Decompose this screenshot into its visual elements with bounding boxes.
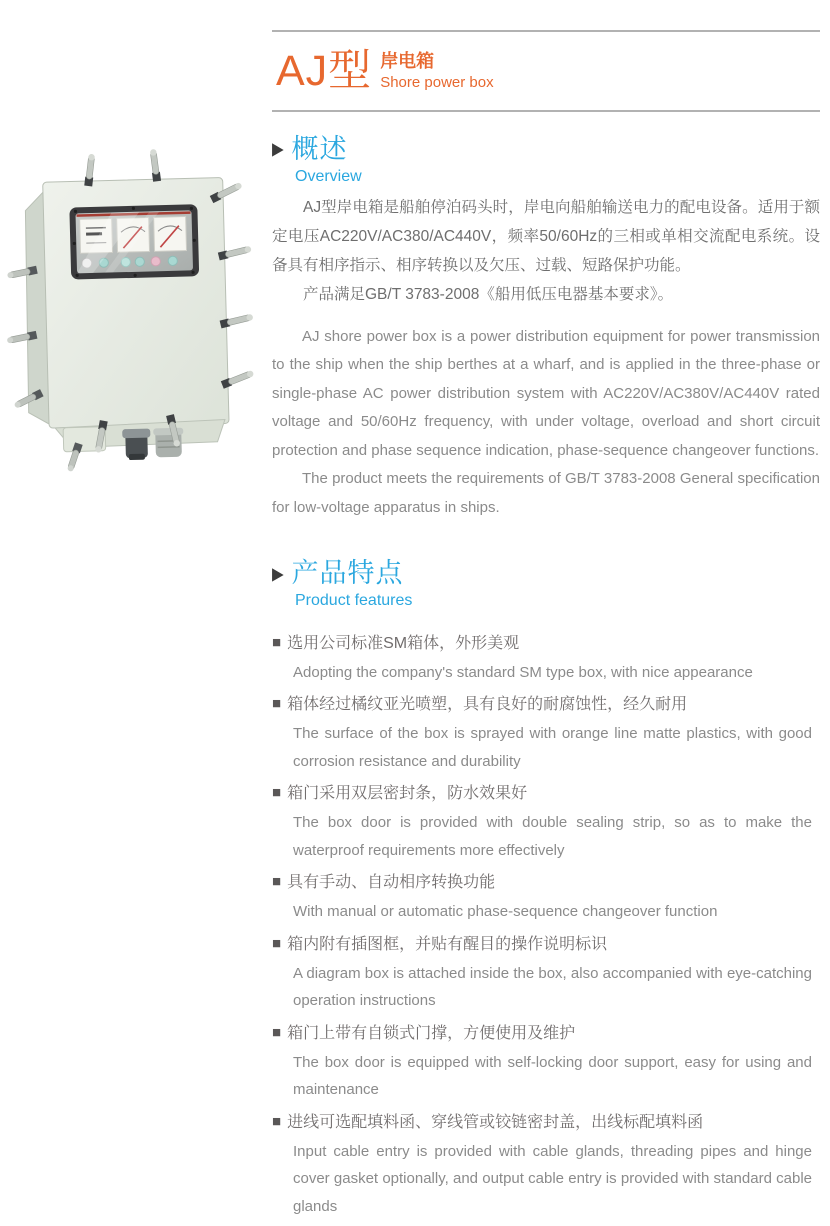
feature-title-zh [272, 631, 820, 657]
feature-description-en: The box door is provided with double sealing strip, so as to make the waterproof requirements more effectively [293, 809, 812, 864]
feature-item [272, 781, 820, 864]
bullet-square-icon: ■ [272, 869, 281, 895]
product-name-zh: 岸电箱 [380, 51, 493, 73]
feature-title-text: 箱门上带有自锁式门撑，方便使用及维护 [287, 1021, 575, 1047]
feature-item [272, 1021, 820, 1104]
cable-gland-dark [122, 429, 151, 461]
features-heading-zh: 产品特点 [292, 559, 404, 589]
feature-item [272, 1110, 820, 1221]
analog-meter [154, 217, 187, 252]
overview-paragraph-zh: AJ型岸电箱是船舶停泊码头时，岸电向船舶输送电力的配电设备。适用于额定电压AC220V/AC380/AC440V，频率50/60Hz的三相或单相交流配电系统。设备具有相序指示、相序转换以及欠压、过载、短路保护功能。 [272, 193, 820, 280]
title-divider [272, 110, 820, 112]
overview-heading [272, 135, 820, 165]
top-divider [272, 30, 820, 32]
meter-panel [69, 204, 199, 279]
feature-description-en: The box door is equipped with self-locking door support, easy for using and maintenance [293, 1049, 812, 1104]
overview-paragraph-en: AJ shore power box is a power distribution equipment for power transmission to the ship when the ship berthes at a wharf, and is applied in the three-phase or single-phase AC power distribution system with AC220V/AC380V/AC440V rated voltage and 50/60Hz frequency, with under voltage, overload and short circuit protection and phase sequence indication, phase-sequence changeover functions. [272, 323, 820, 466]
overview-text-en [272, 323, 820, 523]
feature-title-zh [272, 1110, 820, 1136]
section-arrow-icon: ▶ [272, 141, 284, 158]
feature-title-zh [272, 932, 820, 958]
bullet-square-icon: ■ [272, 691, 281, 717]
overview-text-zh [272, 193, 820, 309]
product-photo [10, 148, 250, 463]
overview-paragraph-zh: 产品满足GB/T 3783-2008《船用低压电器基本要求》。 [272, 280, 820, 309]
feature-list [272, 631, 820, 1221]
feature-item [272, 631, 820, 687]
bullet-square-icon: ■ [272, 931, 281, 957]
overview-heading-zh: 概述 [292, 135, 348, 165]
bullet-square-icon: ■ [272, 630, 281, 656]
overview-section [272, 135, 820, 522]
overview-heading-en: Overview [295, 168, 820, 186]
content-column [272, 0, 820, 1226]
section-arrow-icon: ▶ [272, 565, 284, 582]
feature-description-en: A diagram box is attached inside the box, also accompanied with eye-catching operation instructions [293, 960, 812, 1015]
bullet-square-icon: ■ [272, 1020, 281, 1046]
feature-title-text: 箱门采用双层密封条，防水效果好 [287, 781, 527, 807]
feature-title-zh [272, 781, 820, 807]
feature-description-en: The surface of the box is sprayed with orange line matte plastics, with good corrosion resistance and durability [293, 720, 812, 775]
feature-title-zh [272, 692, 820, 718]
bullet-square-icon: ■ [272, 780, 281, 806]
feature-item [272, 932, 820, 1015]
feature-title-text: 进线可选配填料函、穿线管或铰链密封盖，出线标配填料函 [287, 1110, 703, 1136]
feature-title-text: 箱内附有插图框，并贴有醒目的操作说明标识 [287, 932, 607, 958]
product-name-en: Shore power box [380, 73, 493, 93]
feature-title-text: 箱体经过橘纹亚光喷塑，具有良好的耐腐蚀性，经久耐用 [287, 692, 687, 718]
feature-description-en: With manual or automatic phase-sequence changeover function [293, 898, 812, 926]
features-heading [272, 559, 820, 589]
feature-item [272, 692, 820, 775]
features-heading-en: Product features [295, 592, 820, 610]
feature-title-zh [272, 870, 820, 896]
overview-paragraph-en: The product meets the requirements of GB/T 3783-2008 General specification for low-voltage apparatus in ships. [272, 465, 820, 522]
feature-description-en: Input cable entry is provided with cable glands, threading pipes and hinge cover gasket optionally, and output cable entry is provided with standard cable glands [293, 1138, 812, 1221]
page-title [276, 43, 820, 99]
product-model: AJ型 [276, 50, 372, 93]
features-section [272, 559, 820, 1220]
feature-item [272, 870, 820, 926]
shore-power-box-illustration [10, 148, 250, 463]
feature-title-text: 具有手动、自动相序转换功能 [287, 870, 495, 896]
feature-title-text: 选用公司标准SM箱体，外形美观 [287, 631, 519, 657]
feature-description-en: Adopting the company's standard SM type box, with nice appearance [293, 659, 812, 687]
bullet-square-icon: ■ [272, 1109, 281, 1135]
feature-title-zh [272, 1021, 820, 1047]
